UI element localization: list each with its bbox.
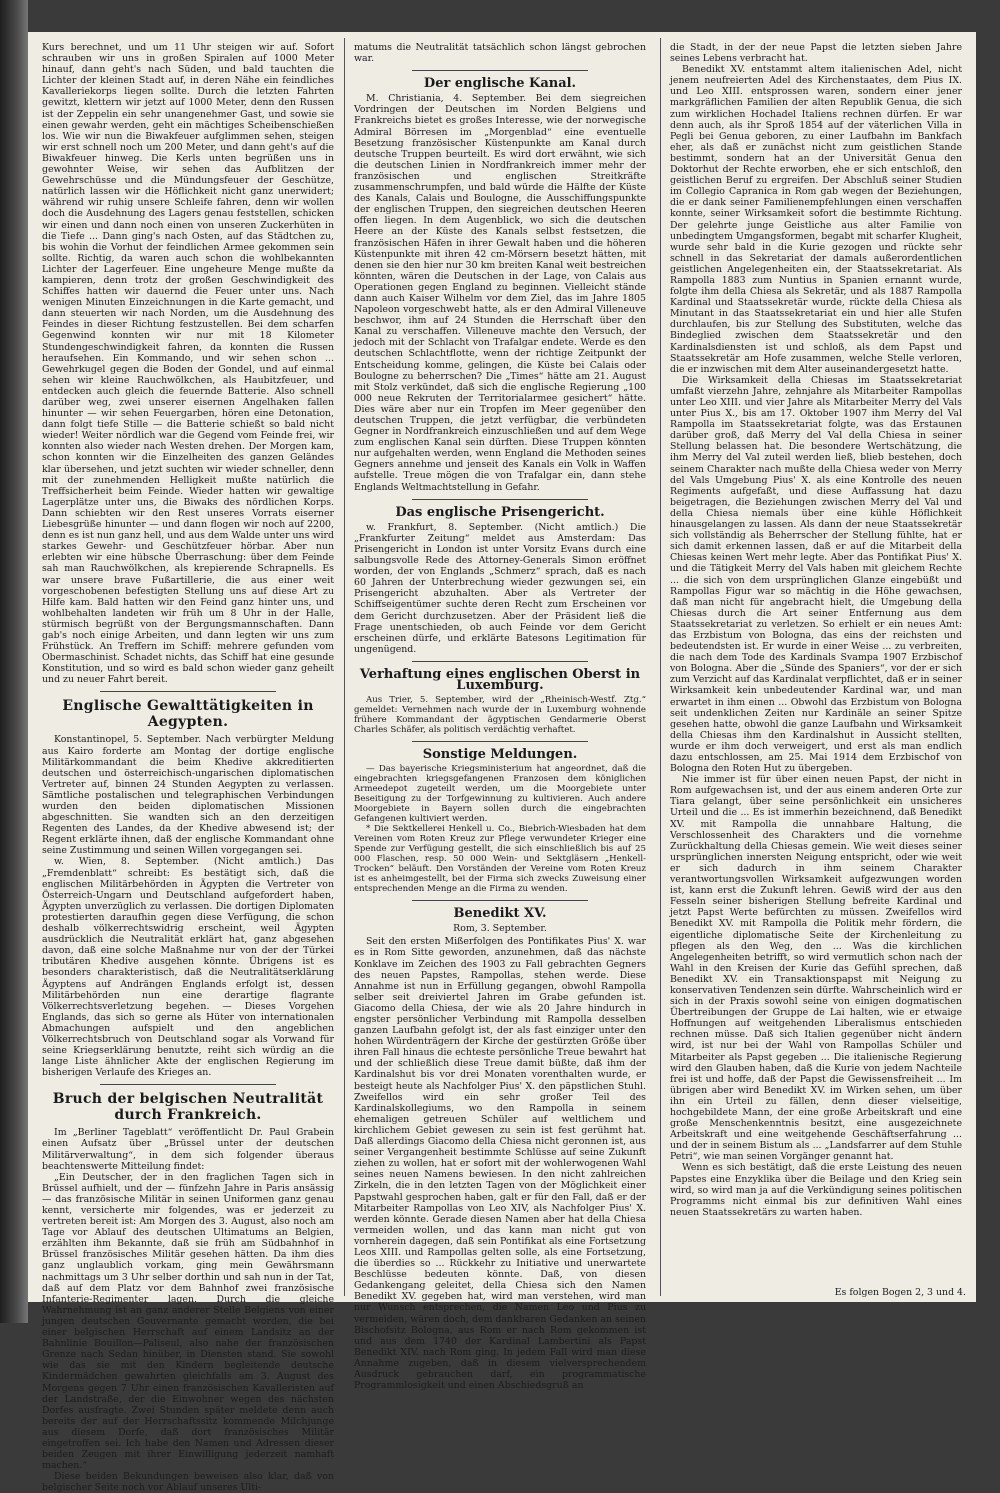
- article-text: * Die Sektkellerei Henkell u. Co., Biebrich-Wiesbaden hat dem Vereinen vom Roten Kreuz zur Pflege verwundeter Krieger eine Spende zur Verfügung gestellt, die sich einschließlich bis auf 25 000 Flaschen, resp. 50 000 Wein- und Sektgläsern „Henkell-Trocken“ beläuft. Den Vorständen der Vereine vom Roten Kreuz ist es anheimgestellt, bei der Firma sich zwecks Zuweisung einer entsprechenden Menge an die Firma zu wenden.: [354, 824, 646, 895]
- newspaper-page: [28, 32, 976, 1493]
- divider: [100, 691, 275, 692]
- divider: [412, 499, 587, 500]
- column-rule: [660, 38, 661, 1296]
- article-text: matums die Neutralität tatsächlich schon längst gebrochen war.: [354, 42, 646, 65]
- divider: [412, 70, 587, 71]
- column-1: [42, 42, 334, 1493]
- column-3: [670, 42, 962, 1297]
- headline-neutralitaet: Bruch der belgischen Neutralität durch Frankreich.: [52, 1091, 324, 1124]
- article-text: Nie immer ist für über einen neuen Papst, der nicht in Rom aufgewachsen ist, und der aus einem anderen Orte zur Tiara gelangt, über seine persönlichkeit ein unsicheres Urteil und die ... Es ist immerhin bezeichnend, daß Benedikt XV. mit Rampolla die unnahbare Haltung, die Verschlossenheit des Charakters und die vornehme Zurückhaltung della Chiesas gemein. Wie weit dieses seiner ursprünglichen innersten Neigung entspricht, oder wie weit er sich dadurch in ihm seinem Charakter verantwortungsvollen Wirksamkeit aufgezwungen worden ist, kann erst die Zukunft lehren. Gewiß wird der aus den Fesseln seiner bisherigen Stellung befreite Kardinal und jetzt Papst Werte befürchten zu müssen. Zweifellos wird Benedikt XV. mit Rampolla die Politik mehr fördern, die eigentliche diplomatische Seite der Kirchenleitung zu pflegen als den Weg, den ... Was die kirchlichen Angelegenheiten betrifft, so wird vermutlich schon nach der Wahl in den Kreisen der Kurie das Gefühl sprechen, daß Benedikt XV. ein Transaktionspapst mit Neigung zu konservativen Tendenzen sein dürfte. Wahrscheinlich wird er sich in der Praxis sowohl seine von einigen dogmatischen Übertreibungen der Gruppe de Lai halten, wie er etwaige Hoffnungen auf weitgehenden Liberalismus entschieden rechnen müsse. Daß sich Italien gegenüber nicht ändern wird, ist nur bei der Wahl von Rampollas Schüler und Mitarbeiter als Papst gegeben ... Die italienische Regierung wird den Glauben haben, daß die Kurie von jedem Nachteile frei ist und hoffe, daß der Papst die Gewissensfreiheit ... Im übrigen aber wird Benedikt XV. im Wirken sehen, um über ihn ein Urteil zu fällen, denn dieser vielseitige, hochgebildete Mann, der eine große Arbeitskraft und eine große Menschenkenntnis besitzt, eine ausgezeichnete Arbeitskraft und eine weitgehende Geschäftserfahrung ... und der in seinem Bistum als ... „Landsfarrer auf dem Stuhle Petri“, wie man seinen Vorgänger genannt hat.: [670, 774, 962, 1163]
- article-text: Wenn es sich bestätigt, daß die erste Leistung des neuen Papstes eine Enzyklika über die Beilage und den Krieg sein wird, so wird man ja auf die Verkündigung seines politischen Programms nicht einmal bis zur definitiven Wahl eines neuen Staatssekretärs zu warten haben.: [670, 1162, 962, 1218]
- article-text: Kurs berechnet, und um 11 Uhr steigen wir auf. Sofort schrauben wir uns in großen Spiralen auf 1000 Meter hinauf, dann geht's nach Süden, und bald tauchten die Lichter der kleinen Stadt auf, in deren Nähe ein feindliches Kavalleriekorps liegen sollte. Durch die letzten Fahrten gewitzt, klettern wir jetzt auf 1000 Meter, denn den Russen ist der Zeppelin ein sehr unangenehmer Gast, und sowie sie einen gewahr werden, geht ein mächtiges Scheibenschießen los. Wie wir nun die Biwakfeuer aufglimmen sehen, steigen wir erst schnell noch um 200 Meter, und dann geht's auf die Biwakfeuer hinweg. Die Kerls unten begrüßen uns in gewohnter Weise, wir sehen das Aufblitzen der Gewehrschüsse und die Mündungsfeuer der Geschütze, natürlich lassen wir die Höflichkeit nicht ganz unerwidert; während wir ruhig unsere Schleife fahren, denn wir wollen doch die Ausdehnung des Lagers genau feststellen, schicken wir einen und dann noch einen von unseren Zuckerhüten in die Tiefe ... Dann ging's nach Osten, auf das Städtchen zu, bis wohin die Vorhut der feindlichen Armee gekommen sein sollte. Richtig, da waren auch schon die wohlbekannten Lichter der Lagerfeuer. Eine ungeheure Menge mußte da kampieren, denn trotz der großen Geschwindigkeit des Schiffes hatten wir dauernd die Feuer unter uns. Nach wenigen Minuten Einzeichnungen in die Karte gemacht, und dann steuerten wir nach Norden, um die Ausdehnung des Feindes in dieser Richtung festzustellen. Bei dem scharfen Gegenwind konnten wir nur mit 18 Kilometer Stundengeschwindigkeit fahren, da konnten die Russen heraufsehen. Ein Kommando, und wir sehen schon ... Gewehrkugel gegen die Boden der Gondel, und auf einmal sehen wir kleine Rauchwölkchen, als Haubitzfeuer, und entdecken auch gleich die feuernde Batterie. Also schnell darüber weg, zwei unserer eisernen Angelhaken fallen hinunter — wir sehen Feuergarben, hören eine Detonation, dann folgt tiefe Stille — die Batterie schießt so bald nicht wieder! Weiter nördlich war die Gegend vom Feinde frei, wir konnten also wieder nach Westen drehen. Der Morgen kam, schon konnten wir die Einzelheiten des ganzen Geländes klar übersehen, und jetzt suchten wir wieder schneller, denn mit der zunehmenden Helligkeit mußte natürlich die Treffsicherheit beim Feinde. Wieder hatten wir gewaltige Lagerplätze unter uns, die Biwaks des nördlichen Korps. Dann schiebten wir den Rest unseres Vorrats eiserner Liebesgrüße hinunter — und dann flogen wir noch auf 2200, denn es ist nun ganz hell, und aus dem Walde unter uns wird starkes Gewehr- und Geschützfeuer hörbar. Aber nun erlebten wir eine hübsche Überraschung: über dem Feinde sah man Rauchwölkchen, als krepierende Schrapnells. Es war unsere brave Fußartillerie, die aus einer weit vorgeschobenen befestigten Stellung uns auf diese Art zu Hilfe kam. Bald hatten wir den Feind ganz hinter uns, und wohlbehalten landeten wir früh um 8 Uhr in der Halle, stürmisch begrüßt von der Bergungsmannschaften. Dann gab's noch einige Arbeiten, und dann legten wir uns zum Frühstück. An Treffern im Schiff: mehrere gefunden vom Obermaschinist. Schadet nichts, das Schiff hat eine gesunde Konstitution, und so wird es bald schon wieder ganz geheilt und zu neuer Fahrt bereit.: [42, 42, 334, 686]
- headline-sonstige: Sonstige Meldungen.: [422, 747, 578, 763]
- column-2: [354, 42, 646, 1392]
- article-text: „Ein Deutscher, der in den fraglichen Tagen sich in Brüssel aufhielt, und der — fünfzehn Jahre in Paris ansässig — das französische Militär in seinen Uniformen ganz genau kennt, versicherte mir folgendes, was er jederzeit zu vertreten bereit ist: Am Morgen des 3. August, also noch am Tage vor Ablauf des deutschen Ultimatums an Belgien, erzählten ihm Bekannte, daß sie früh am Südbahnhof in Brüssel französisches Militär gesehen hätten. Da ihm dies ganz unglaublich vorkam, ging mein Gewährsmann nachmittags um 3 Uhr selber dorthin und sah nun in der Tat, daß auf dem Platz vor dem Bahnhof zwei französische Infanterie-Regimenter lagen. Durch die gleiche Wahrnehmung ist an ganz anderer Stelle Belgiens von einer jungen deutschen Gouvernante gemacht worden, die bei einer belgischen Herrschaft auf einem Landsitz an der Bahnlinie Bouillon—Paliseul, also nahe der französischen Grenze nach Sedan hinüber, in Diensten stand. Sie sowohl wie das sie mit den Kindern begleitende deutsche Kindermädchen gewahrten gleichfalls am 3. August des Morgens gegen 7 Uhr einen französischen Kavalleristen auf der Landstraße, der die Einwohner wegen des nächsten Dorfes ausfragte. Zwei Stunden später meldete denn auch bereits der auf der Herrschaftssitz kommende Milchjunge aus diesem Dorfe, daß dort französisches Militär eingetroffen sei. Ich habe den Namen und Adressen dieser beiden Zeugen mit ihrer Einwilligung jederzeit namhaft machen.“: [42, 1171, 334, 1472]
- article-text: w. Wien, 8. September. (Nicht amtlich.) Das „Fremdenblatt“ schreibt: Es bestätigt sich, daß die englischen Militärbehörden in Ägypten die Vertreter von Österreich-Ungarn und Deutschland aufgefordert haben, Ägypten unverzüglich zu verlassen. Die dortigen Diplomaten protestierten daraufhin gegen diese Verfügung, die schon deshalb völkerrechtswidrig erscheint, weil Ägypten ausdrücklich die Neutralität erklärt hat, ganz abgesehen davon, daß eine solche Maßnahme nur von der der Türkei tributären Khedive ausgehen könnte. Übrigens ist es besonders charakteristisch, daß die Neutralitätserklärung Ägyptens auf Andrängen Englands erfolgt ist, dessen Militärbehörden nun eine derartige flagrante Völkerrechtsverletzung begehen. — Dieses Vorgehen Englands, das sich so gerne als Hüter von internationalen Abmachungen aufspielt und den angeblichen Völkerrechtsbruch von Deutschland sogar als Vorwand für seine Kriegserklärung benutzte, reiht sich würdig an die lange Liste ähnlicher Akte der englischen Regierung im bisherigen Verlaufe des Krieges an.: [42, 856, 334, 1079]
- article-text: Diese beiden Bekundungen beweisen also klar, daß von belgischer Seite noch vor Ablauf unseres Ulti-: [42, 1471, 334, 1493]
- article-text: w. Frankfurt, 8. September. (Nicht amtlich.) Die „Frankfurter Zeitung“ meldet aus Amsterdam: Das Prisengericht in London ist unter Vorsitz Evans durch eine salbungsvolle Rede des Attorney-Generals Simon eröffnet worden, der von Englands „Schmerz“ sprach, daß es nach 60 Jahren der Unterbrechung wieder gezwungen sei, ein Prisengericht abzuhalten. Aber als Vertreter der Schiffseigentümer suchte deren Recht zum Erscheinen vor dem Gericht durchzusetzen. Aber der Präsident ließ die Frage unentschieden, ob auch Feinde vor dem Gericht erscheinen dürfe, und erklärte Batesons Legitimation für ungenügend.: [354, 521, 646, 655]
- article-text: Aus Trier, 5. September, wird der „Rheinisch-Westf. Ztg.“ gemeldet: Vernehmen nach wurde der in Luxemburg wohnende frühere Kommandant der ägyptischen Gendarmerie Oberst Charles Schäfer, als politisch verdächtig verhaftet.: [354, 695, 646, 736]
- article-text: Die Wirksamkeit della Chiesas im Staatssekretariat umfaßt vierzehn Jahre, zehnjahre als Mitarbeiter Rampollas unter Leo XIII. und vier Jahre als Mitarbeiter Merry del Vals unter Pius X., bis am 17. Oktober 1907 ihm Merry del Val Rampolla im Staatssekretariat folgte, was das Erstaunen darüber groß, daß Merry del Val della Chiesa in seiner Stellung belassen hat. Die besondere Wertschätzung, die ihm Merry del Val zuteil werden ließ, blieb bestehen, doch seinem Charakter nach mußte della Chiesa weder von Merry del Vals Umgebung Pius' X. als eine Kontrolle des neuen Regiments aufgefaßt, und diese Auffassung hat dazu beigetragen, die Beziehungen zwischen Merry del Val und della Chiesa niemals über eine kühle Höflichkeit hinausgelangen zu lassen. Als dann der neue Staatssekretär sich vollständig als Beherrscher der Stellung fühlte, hat er sich damit erkennen lassen, daß er auf die Mitarbeit della Chiesas keinen Wert mehr legte. Aber das Pontifikat Pius' X. und die Tätigkeit Merry del Vals haben mit gleichem Rechte ... die sich von dem ursprünglichen Glanze eingebüßt und Rampollas Figur war so mächtig in die Höhe gewachsen, daß man nicht für angebracht hielt, die Umgebung della Chiesas durch die Art seiner Entfernung aus dem Staatssekretariat zu verletzen. So erhielt er ein neues Amt: das Erzbistum von Bologna, das eins der reichsten und bedeutendsten ist. Er wurde in einer Weise ... zu verbreiten, die nach dem Tode des Kardinals Svampa 1907 Erzbischof von Bologna. Aber die „Sünde des Spaniers“, vor der er sich zum Verzicht auf das Kardinalat verpflichtet, daß er in seiner Wirksamkeit kein unbedeutender Kardinal war, und man erwartet in ihm einen ... Obwohl das Erzbistum von Bologna seit undenklichen Zeiten nur Kardinäle an seiner Spitze gesehen hatte, obwohl die ganze Laufbahn und Wirksamkeit della Chiesas ihm den Kardinalshut in Aussicht stellten, wurde er ihm doch verweigert, und erst als man endlich dazu entschlossen, am 25. Mai 1914 dem Erzbischof von Bologna den Roten Hut zu übergeben.: [670, 374, 962, 775]
- column-rule: [344, 38, 345, 1296]
- headline-aegypten: Englische Gewalttätigkeiten in Aegypten.: [62, 698, 314, 731]
- headline-prisengericht: Das englische Prisengericht.: [395, 504, 605, 520]
- article-text: Im „Berliner Tageblatt“ veröffentlicht Dr. Paul Grabein einen Aufsatz über „Brüssel unter der deutschen Militärverwaltung“, in dem sich folgender überaus beachtenswerte Mitteilung findet:: [42, 1127, 334, 1172]
- dateline: Rom, 3. September.: [453, 923, 547, 935]
- article-text: — Das bayerische Kriegsministerium hat angeordnet, daß die eingebrachten kriegsgefangenen Franzosen dem königlichen Armeedepot zugeteilt werden, um die Moorgebiete unter Beseitigung zu der Torfgewinnung zu kultivieren. Auch andere Moorgebiete in Bayern sollen durch die eingebrachten Gefangenen kultiviert werden.: [354, 764, 646, 825]
- article-text: Benedikt XV. entstammt altem italienischen Adel, nicht jenem neufreierten Adel des Kirchenstaates, dem Pius IX. und Leo XIII. entsprossen waren, sondern einer jener markgräflichen Familien der alten Republik Genua, die sich zum wirklichen Hochadel Italiens rechnen dürfen. Er war denn auch, als ihr Sproß 1854 auf der väterlichen Villa in Pegli bei Genua geboren, zu einer Laufbahn im Bankfach eher, als daß er zunächst nicht zum geistlichen Stande bestimmt, sondern hat an der Universität Genua den Doktorhut der Rechte erworben, ehe er sich entschloß, den geistlichen Beruf zu ergreifen. Der Abschluß seiner Studien im Collegio Capranica in Rom gab wegen der Beziehungen, die er dank seiner Familienempfehlungen einen verschaffen konnte, seiner Wirksamkeit sofort die bestimmte Richtung. Der gelehrte junge Geistliche aus alter Familie von unbedingtem Umgangsformen, begabt mit scharfer Klugheit, wurde sehr bald in die Kurie gezogen und rückte sehr schnell in das Sekretariat der damals außerordentlichen geistlichen Angelegenheiten ein, der Staatssekretariat. Als Rampolla 1883 zum Nuntius in Spanien ernannt wurde, folgte ihm della Chiesa als Sekretär, und als 1887 Rampolla Kardinal und Staatssekretär wurde, rückte della Chiesa als Minutant in das Staatssekretariat ein und hier alle Stufen durchlaufen, bis zur Stellung des Substituten, welche das Bindeglied zwischen dem Staatssekretär und den Kardinalsdiensten ist und schloß, als dem Papst und Staatssekretär am Hofe zusammen, welche Stelle verloren, die er inzwischen mit dem Alter auseinandergesetzt hatte.: [670, 64, 962, 375]
- divider: [100, 1084, 275, 1085]
- headline-benedikt: Benedikt XV.: [453, 906, 547, 922]
- headline-verhaftung: Verhaftung eines englischen Oberst in Luxemburg.: [359, 666, 641, 693]
- footer-note: Es folgen Bogen 2, 3 und 4.: [834, 1287, 966, 1298]
- article-text: Konstantinopel, 5. September. Nach verbürgter Meldung aus Kairo forderte am Montag der dortige englische Militärkommandant die beim Khedive akkreditierten deutschen und österreichisch-ungarischen diplomatischen Vertreter auf, binnen 24 Stunden Aegypten zu verlassen. Sämtliche postalischen und telegraphischen Verbindungen wurden den beiden diplomatischen Missionen abgeschnitten. Sie wandten sich an den derzeitigen Regenten des Landes, da der Khedive abwesend ist; der Regent erklärte ihnen, daß der englische Kommandant ohne seine Zustimmung und seinen Willen vorgegangen sei.: [42, 734, 334, 857]
- divider: [412, 900, 587, 901]
- divider: [412, 741, 587, 742]
- article-text: M. Christiania, 4. September. Bei dem siegreichen Vordringen der Deutschen im Norden Belgiens und Frankreichs bietet es großes Interesse, wie der norwegische Admiral Börresen im „Morgenblad“ eine eventuelle Besetzung französischer Küstenpunkte am Kanal durch deutsche Truppen beurteilt. Es wird dort erwähnt, wie sich die deutschen Linien in Nordfrankreich immer mehr der französischen und englischen Streitkräfte zusammenschrumpfen, und bald würde die Hälfte der Küste des Kanals, Calais und Boulogne, die Ausschiffungspunkte der englischen Truppen, den siegreichen deutschen Heeren offen liegen. In dem Augenblick, wo sich die deutschen Heere an der Küste des Kanals selbst festsetzen, die französischen Häfen in ihrer Gewalt haben und die höheren Küstenpunkte mit ihren 42 cm-Mörsern besetzt hätten, mit denen sie den hier nur 30 km breiten Kanal weit bestreichen könnten, wären die Deutschen in der Lage, von Calais aus Operationen gegen England zu beginnen. Vielleicht stände dann auch Kaiser Wilhelm vor dem Ziel, das im Jahre 1805 Napoleon vorgeschwebt hatte, als er den Admiral Villeneuve beschwor, ihm auf 24 Stunden die Herrschaft über den Kanal zu verschaffen. Villeneuve machte den Versuch, der jedoch mit der Schlacht von Trafalgar endete. Werde es den deutschen Schlachtflotte, wenn der richtige Zeitpunkt der Entscheidung komme, gelingen, die Küste bei Calais oder Boulogne zu beherrschen? Die „Times“ hätte am 21. August mit Stolz verkündet, daß sich die englische Regierung „100 000 neue Rekruten der Territorialarmee gesichert“ hätte. Dies wäre aber nur ein Tropfen im Meer gegenüber den deutschen Truppen, die jetzt verfügbar, die verbündeten Gegner in Nordfrankreich einzuschließen und auf dem Wege zum englischen Kanal sein dürften. Diese Truppen könnten nur aufgehalten werden, wenn England die Methoden seines Gegners annehme und jenseit des Kanals ein Volk in Waffen aufstelle. Treue mögen die von Trafalgar ein, dann stehe Englands Weltmachtstellung in Gefahr.: [354, 93, 646, 493]
- article-text: die Stadt, in der der neue Papst die letzten sieben Jahre seines Lebens verbracht hat.: [670, 42, 962, 65]
- binding-shadow: [0, 0, 28, 1323]
- article-text: Seit den ersten Mißerfolgen des Pontifikates Pius' X. war es in Rom Sitte geworden, anzunehmen, daß das nächste Konklave im Zeichen des 1903 zu Fall gebrachten Gegners des neuen Papstes, Rampollas, stehen werde. Diese Annahme ist nun in Erfüllung gegangen, obwohl Rampolla selber seit dreiviertel Jahren im Grabe gefunden ist. Giacomo della Chiesa, der wie als 20 Jahre hindurch in engster persönlicher Verbindung mit Rampolla desselben ganzen Laufbahn gefolgt ist, der als fast einziger unter den hohen Würdenträgern der Kirche der gestürzten Größe über ihren Fall hinaus die echteste persönliche Treue bewahrt hat und der schließlich diese Treue damit büßte, daß ihm der Kardinalshut bis vor drei Monaten vorenthalten wurde, er besteigt heute als Nachfolger Pius' X. den päpstlichen Stuhl. Zweifellos wird ein sehr großer Teil des Kardinalskollegiums, wo den Rampolla in seinem ehemaligen getreuen Schüler auf weltlichem und kirchlichem Gebiet gewesen zu sein ist fest gerühmt hat. Daß allerdings Giacomo della Chiesa nicht geronnen ist, aus seiner Vergangenheit bestimmte Schlüsse auf seine Zukunft ziehen zu wollen, hat er sofort mit der wohlerwogenen Wahl seines neuen Namens bewiesen. In den nicht zahlreichen Zirkeln, die in den letzten Tagen von der Möglichkeit einer Papstwahl gesprochen haben, galt er für den Fall, daß er der Mitarbeiter Rampollas von Leo XIV, als Nachfolger Pius' X. werden könnte. Gerade diesen Namen aber hat della Chiesa vermeiden wollen, und das kann man nicht gut von vornherein dagegen, daß sein Pontifikat als eine Fortsetzung Leos XIII. und Rampollas gelten solle, als eine Fortsetzung, die überdies so ... Rückkehr zu Initiative und unerwartete Beschlüsse bedeuten könnte. Daß, von diesen Gedankengang geleitet, della Chiesa sich den Namen Benedikt XV. gegeben hat, wird man verstehen, wird man nur Wunsch entsprechen, die Namen Leo und Pius zu vermeiden, wären doch, dem dankbaren Gedanken an seinen Bischofsitz Bologna, aus Rom er nach Rom gekommen ist und aus dem 1740 der Kardinal Lambertini als Papst Benedikt XIV. nach Rom ging. In jedem Fall wird man diese Annahme zugeben, daß in diesem vielversprechendem Ausdruck gebrauchen darf, ein programmatische Programmlosigkeit und einen Abschiedsgruß an: [354, 936, 646, 1392]
- divider: [412, 661, 587, 662]
- headline-kanal: Der englische Kanal.: [423, 76, 577, 92]
